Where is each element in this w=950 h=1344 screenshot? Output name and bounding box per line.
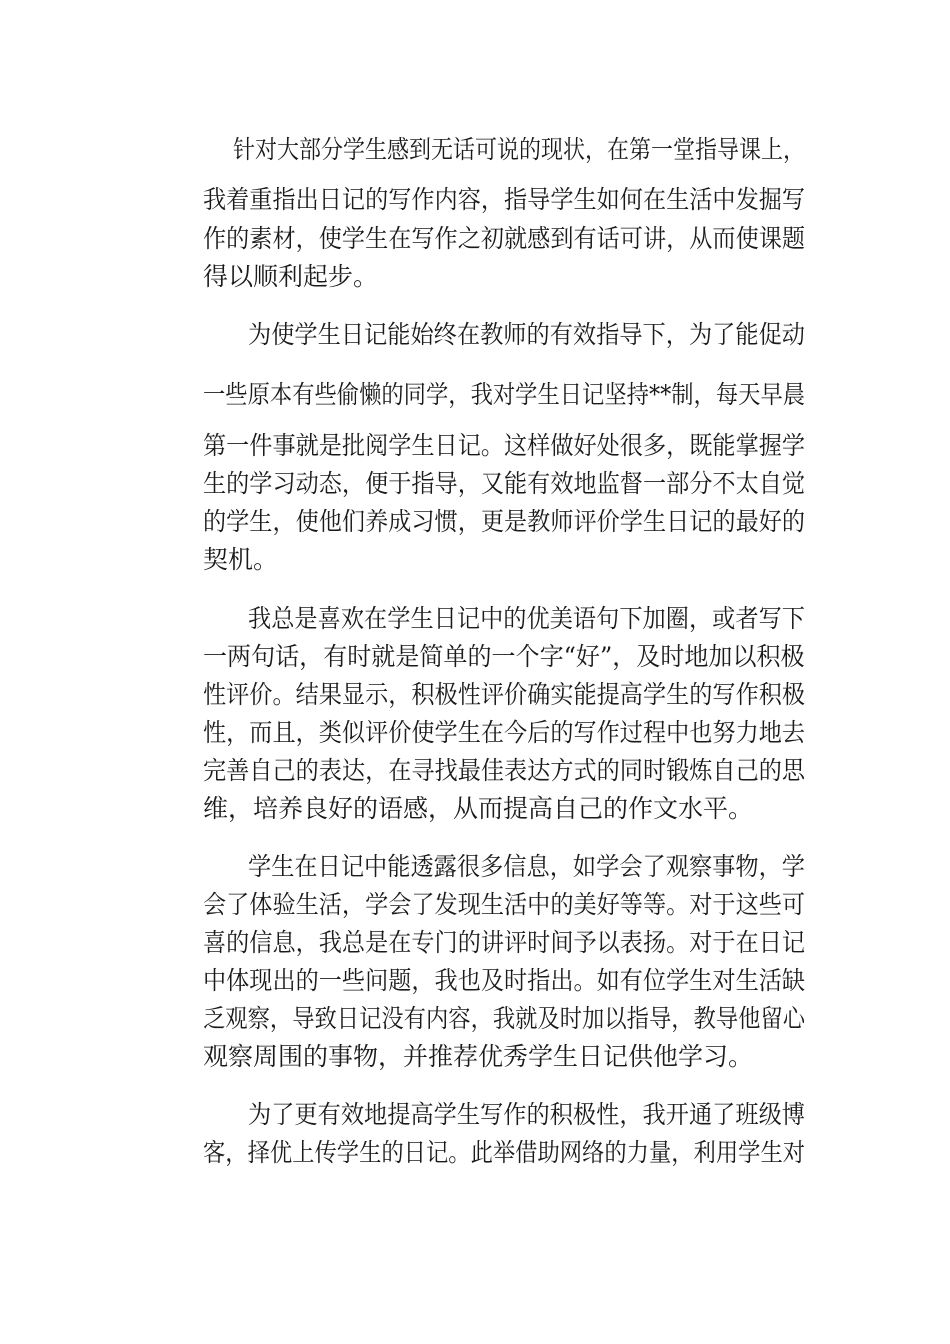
paragraph-1-line-4: 得以顺利起步。 [203,262,379,291]
paragraph-2-line-4: 生的学习动态，便于指导，又能有效地监督一部分不太自觉 [203,469,806,498]
paragraph-2-line-5: 的学生，使他们养成习惯，更是教师评价学生日记的最好的 [203,507,806,536]
paragraph-5-line-1: 为了更有效地提高学生写作的积极性，我开通了班级博 [248,1100,805,1129]
paragraph-4-line-1: 学生在日记中能透露很多信息，如学会了观察事物，学 [248,852,805,881]
paragraph-5-line-2: 客，择优上传学生的日记。此举借助网络的力量，利用学生对 [203,1138,806,1167]
paragraph-3-line-2: 一两句话，有时就是简单的一个字“好”，及时地加以积极 [203,642,805,671]
paragraph-3-line-1: 我总是喜欢在学生日记中的优美语句下加圈，或者写下 [248,604,805,633]
paragraph-1-line-1: 针对大部分学生感到无话可说的现状，在第一堂指导课上， [233,135,806,164]
paragraph-1-line-3: 作的素材，使学生在写作之初就感到有话可讲，从而使课题 [203,224,806,253]
paragraph-4-line-4: 中体现出的一些问题，我也及时指出。如有位学生对生活缺 [203,966,806,995]
paragraph-2-line-3: 第一件事就是批阅学生日记。这样做好处很多，既能掌握学 [203,431,806,460]
paragraph-3-line-6: 维，培养良好的语感，从而提高自己的作文水平。 [203,794,754,823]
paragraph-3-line-3: 性评价。结果显示，积极性评价确实能提高学生的写作积极 [203,680,806,709]
paragraph-1-line-2: 我着重指出日记的写作内容，指导学生如何在生活中发掘写 [203,185,806,214]
paragraph-3-line-5: 完善自己的表达，在寻找最佳表达方式的同时锻炼自己的思 [203,756,806,785]
paragraph-2-line-6: 契机。 [203,545,279,574]
paragraph-2-line-1: 为使学生日记能始终在教师的有效指导下，为了能促动 [248,320,805,349]
paragraph-3-line-4: 性，而且，类似评价使学生在今后的写作过程中也努力地去 [203,718,806,747]
paragraph-2-line-2: 一些原本有些偷懒的同学，我对学生日记坚持**制，每天早晨 [203,380,806,409]
paragraph-4-line-3: 喜的信息，我总是在专门的讲评时间予以表扬。对于在日记 [203,928,806,957]
paragraph-4-line-2: 会了体验生活，学会了发现生活中的美好等等。对于这些可 [203,890,806,919]
paragraph-4-line-5: 乏观察，导致日记没有内容，我就及时加以指导，教导他留心 [203,1004,806,1033]
paragraph-4-line-6: 观察周围的事物，并推荐优秀学生日记供他学习。 [203,1042,754,1071]
